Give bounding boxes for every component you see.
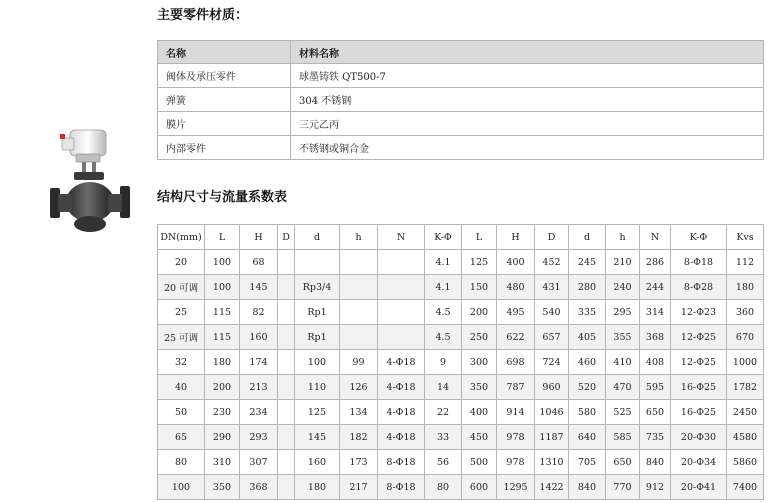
- table-header-row: [158, 41, 764, 64]
- table-cell: 213: [240, 375, 278, 400]
- table-cell: 520: [569, 375, 606, 400]
- table-cell: [278, 300, 295, 325]
- column-header: L: [462, 225, 497, 250]
- table-cell: 978: [497, 450, 535, 475]
- table-cell: 335: [569, 300, 606, 325]
- table-cell: [378, 275, 425, 300]
- column-header: DN(mm): [158, 225, 205, 250]
- table-cell: 65: [158, 425, 205, 450]
- column-header: L: [205, 225, 240, 250]
- table-cell: 495: [497, 300, 535, 325]
- table-cell: 540: [535, 300, 569, 325]
- table-cell: 125: [462, 250, 497, 275]
- table-cell: 134: [340, 400, 378, 425]
- table-cell: 20-Φ30: [671, 425, 727, 450]
- material-cell: 304 不锈钢: [291, 88, 764, 112]
- table-cell: [295, 250, 340, 275]
- table-cell: 20 可调: [158, 275, 205, 300]
- table-cell: 22: [425, 400, 462, 425]
- table-row: [158, 400, 764, 425]
- table-cell: [278, 350, 295, 375]
- table-cell: 40: [158, 375, 205, 400]
- table-cell: [278, 275, 295, 300]
- table-cell: 286: [640, 250, 671, 275]
- table-cell: [278, 250, 295, 275]
- table-cell: 4.5: [425, 325, 462, 350]
- table-cell: 912: [640, 475, 671, 500]
- table-row: [158, 300, 764, 325]
- column-header: 名称: [158, 41, 291, 64]
- column-header: h: [340, 225, 378, 250]
- table-row: [158, 350, 764, 375]
- table-cell: 115: [205, 325, 240, 350]
- column-header: N: [378, 225, 425, 250]
- table-header-row: [158, 225, 764, 250]
- table-cell: 8-Φ18: [671, 250, 727, 275]
- table-cell: 115: [205, 300, 240, 325]
- table-cell: 16-Φ25: [671, 375, 727, 400]
- table-cell: 500: [462, 450, 497, 475]
- table-cell: [340, 300, 378, 325]
- table-cell: 2450: [727, 400, 764, 425]
- table-cell: 244: [640, 275, 671, 300]
- table-cell: 840: [640, 450, 671, 475]
- table-cell: 16-Φ25: [671, 400, 727, 425]
- table-cell: 110: [295, 375, 340, 400]
- table-cell: [340, 275, 378, 300]
- table-row: [158, 425, 764, 450]
- table-cell: 182: [340, 425, 378, 450]
- table-cell: 25 可调: [158, 325, 205, 350]
- table-cell: 145: [295, 425, 340, 450]
- table-cell: 217: [340, 475, 378, 500]
- table-row: [158, 112, 764, 136]
- table-cell: 622: [497, 325, 535, 350]
- table-cell: [278, 400, 295, 425]
- table-cell: 14: [425, 375, 462, 400]
- table-cell: 50: [158, 400, 205, 425]
- table-cell: 1782: [727, 375, 764, 400]
- table-cell: 80: [425, 475, 462, 500]
- table-cell: 670: [727, 325, 764, 350]
- table-cell: 180: [727, 275, 764, 300]
- column-header: Kvs: [727, 225, 764, 250]
- table-row: [158, 450, 764, 475]
- table-cell: 300: [462, 350, 497, 375]
- table-cell: 8-Φ28: [671, 275, 727, 300]
- table-cell: 234: [240, 400, 278, 425]
- column-header: N: [640, 225, 671, 250]
- table-cell: 525: [606, 400, 640, 425]
- table-cell: 405: [569, 325, 606, 350]
- column-header: K-Φ: [671, 225, 727, 250]
- table-cell: 174: [240, 350, 278, 375]
- table-cell: 600: [462, 475, 497, 500]
- table-cell: [378, 325, 425, 350]
- table-cell: Rp1: [295, 300, 340, 325]
- table-cell: 173: [340, 450, 378, 475]
- table-cell: 280: [569, 275, 606, 300]
- table-cell: 4-Φ18: [378, 350, 425, 375]
- material-cell: 三元乙丙: [291, 112, 764, 136]
- column-header: H: [497, 225, 535, 250]
- table-cell: 960: [535, 375, 569, 400]
- table-cell: 12-Φ23: [671, 300, 727, 325]
- table-cell: 735: [640, 425, 671, 450]
- table-cell: [340, 325, 378, 350]
- table-cell: 4.1: [425, 275, 462, 300]
- table-cell: 1310: [535, 450, 569, 475]
- column-header: H: [240, 225, 278, 250]
- table-cell: 250: [462, 325, 497, 350]
- part-name-cell: 弹簧: [158, 88, 291, 112]
- table-cell: 4-Φ18: [378, 425, 425, 450]
- table-cell: 705: [569, 450, 606, 475]
- table-row: [158, 88, 764, 112]
- table-cell: 32: [158, 350, 205, 375]
- table-cell: 450: [462, 425, 497, 450]
- table-cell: 8-Φ18: [378, 475, 425, 500]
- table-row: [158, 136, 764, 160]
- table-cell: 160: [295, 450, 340, 475]
- table-cell: 1422: [535, 475, 569, 500]
- part-name-cell: 阀体及承压零件: [158, 64, 291, 88]
- table-cell: 9: [425, 350, 462, 375]
- table-cell: 1187: [535, 425, 569, 450]
- table-cell: 126: [340, 375, 378, 400]
- table-cell: 25: [158, 300, 205, 325]
- table-row: [158, 250, 764, 275]
- table-cell: [278, 475, 295, 500]
- column-header: K-Φ: [425, 225, 462, 250]
- table-cell: 125: [295, 400, 340, 425]
- table-cell: 360: [727, 300, 764, 325]
- table-cell: 355: [606, 325, 640, 350]
- column-header: d: [569, 225, 606, 250]
- table-cell: 4.5: [425, 300, 462, 325]
- table-cell: 20-Φ34: [671, 450, 727, 475]
- table-cell: 640: [569, 425, 606, 450]
- table-cell: 452: [535, 250, 569, 275]
- table-cell: 150: [462, 275, 497, 300]
- table-cell: 295: [606, 300, 640, 325]
- table-cell: 100: [158, 475, 205, 500]
- table-cell: Rp3/4: [295, 275, 340, 300]
- table-cell: 20: [158, 250, 205, 275]
- materials-table: [157, 40, 764, 160]
- table-cell: 12-Φ25: [671, 325, 727, 350]
- table-cell: 240: [606, 275, 640, 300]
- table-cell: 368: [640, 325, 671, 350]
- table-cell: 350: [462, 375, 497, 400]
- table-cell: 80: [158, 450, 205, 475]
- dimension-heading: 结构尺寸与流量系数表: [157, 190, 288, 205]
- table-cell: 293: [240, 425, 278, 450]
- table-cell: 7400: [727, 475, 764, 500]
- table-cell: 470: [606, 375, 640, 400]
- table-cell: 180: [295, 475, 340, 500]
- table-cell: 978: [497, 425, 535, 450]
- electric-actuator-valve-icon: [40, 128, 132, 238]
- table-cell: 245: [569, 250, 606, 275]
- table-cell: 12-Φ25: [671, 350, 727, 375]
- table-cell: [340, 250, 378, 275]
- material-cell: 球墨铸铁 QT500-7: [291, 64, 764, 88]
- table-cell: 580: [569, 400, 606, 425]
- table-cell: 585: [606, 425, 640, 450]
- table-cell: 33: [425, 425, 462, 450]
- table-cell: 20-Φ41: [671, 475, 727, 500]
- column-header: d: [295, 225, 340, 250]
- table-cell: 100: [205, 275, 240, 300]
- table-cell: 650: [606, 450, 640, 475]
- table-cell: [278, 425, 295, 450]
- table-cell: 410: [606, 350, 640, 375]
- table-row: [158, 325, 764, 350]
- table-cell: [378, 300, 425, 325]
- table-cell: 408: [640, 350, 671, 375]
- table-cell: 4580: [727, 425, 764, 450]
- table-cell: 5860: [727, 450, 764, 475]
- table-cell: 200: [462, 300, 497, 325]
- material-cell: 不锈钢或铜合金: [291, 136, 764, 160]
- table-cell: 650: [640, 400, 671, 425]
- table-cell: 4-Φ18: [378, 375, 425, 400]
- column-header: 材料名称: [291, 41, 764, 64]
- table-cell: 160: [240, 325, 278, 350]
- table-cell: 112: [727, 250, 764, 275]
- table-cell: [278, 450, 295, 475]
- table-cell: 770: [606, 475, 640, 500]
- table-cell: 431: [535, 275, 569, 300]
- table-cell: 180: [205, 350, 240, 375]
- table-cell: 840: [569, 475, 606, 500]
- part-name-cell: 膜片: [158, 112, 291, 136]
- table-cell: 1000: [727, 350, 764, 375]
- table-cell: 145: [240, 275, 278, 300]
- table-cell: 1295: [497, 475, 535, 500]
- table-cell: 787: [497, 375, 535, 400]
- table-cell: 290: [205, 425, 240, 450]
- table-cell: 100: [295, 350, 340, 375]
- table-cell: 368: [240, 475, 278, 500]
- table-cell: 400: [462, 400, 497, 425]
- table-cell: 724: [535, 350, 569, 375]
- column-header: D: [535, 225, 569, 250]
- table-cell: 8-Φ18: [378, 450, 425, 475]
- part-name-cell: 内部零件: [158, 136, 291, 160]
- table-row: [158, 64, 764, 88]
- table-row: [158, 475, 764, 500]
- table-cell: 82: [240, 300, 278, 325]
- table-cell: Rp1: [295, 325, 340, 350]
- table-cell: 698: [497, 350, 535, 375]
- materials-heading: 主要零件材质：: [157, 8, 249, 23]
- table-cell: [278, 325, 295, 350]
- table-cell: [378, 250, 425, 275]
- table-cell: 210: [606, 250, 640, 275]
- table-cell: 4.1: [425, 250, 462, 275]
- table-cell: 99: [340, 350, 378, 375]
- table-cell: 350: [205, 475, 240, 500]
- table-cell: 100: [205, 250, 240, 275]
- table-cell: 68: [240, 250, 278, 275]
- table-cell: 307: [240, 450, 278, 475]
- table-cell: 310: [205, 450, 240, 475]
- table-cell: 4-Φ18: [378, 400, 425, 425]
- table-cell: 657: [535, 325, 569, 350]
- table-cell: 400: [497, 250, 535, 275]
- table-cell: [278, 375, 295, 400]
- column-header: D: [278, 225, 295, 250]
- column-header: h: [606, 225, 640, 250]
- table-cell: 314: [640, 300, 671, 325]
- table-cell: 1046: [535, 400, 569, 425]
- table-cell: 480: [497, 275, 535, 300]
- table-cell: 200: [205, 375, 240, 400]
- dimension-table: [157, 224, 764, 500]
- table-cell: 914: [497, 400, 535, 425]
- table-cell: 595: [640, 375, 671, 400]
- table-cell: 460: [569, 350, 606, 375]
- table-row: [158, 375, 764, 400]
- table-row: [158, 275, 764, 300]
- table-cell: 56: [425, 450, 462, 475]
- table-cell: 230: [205, 400, 240, 425]
